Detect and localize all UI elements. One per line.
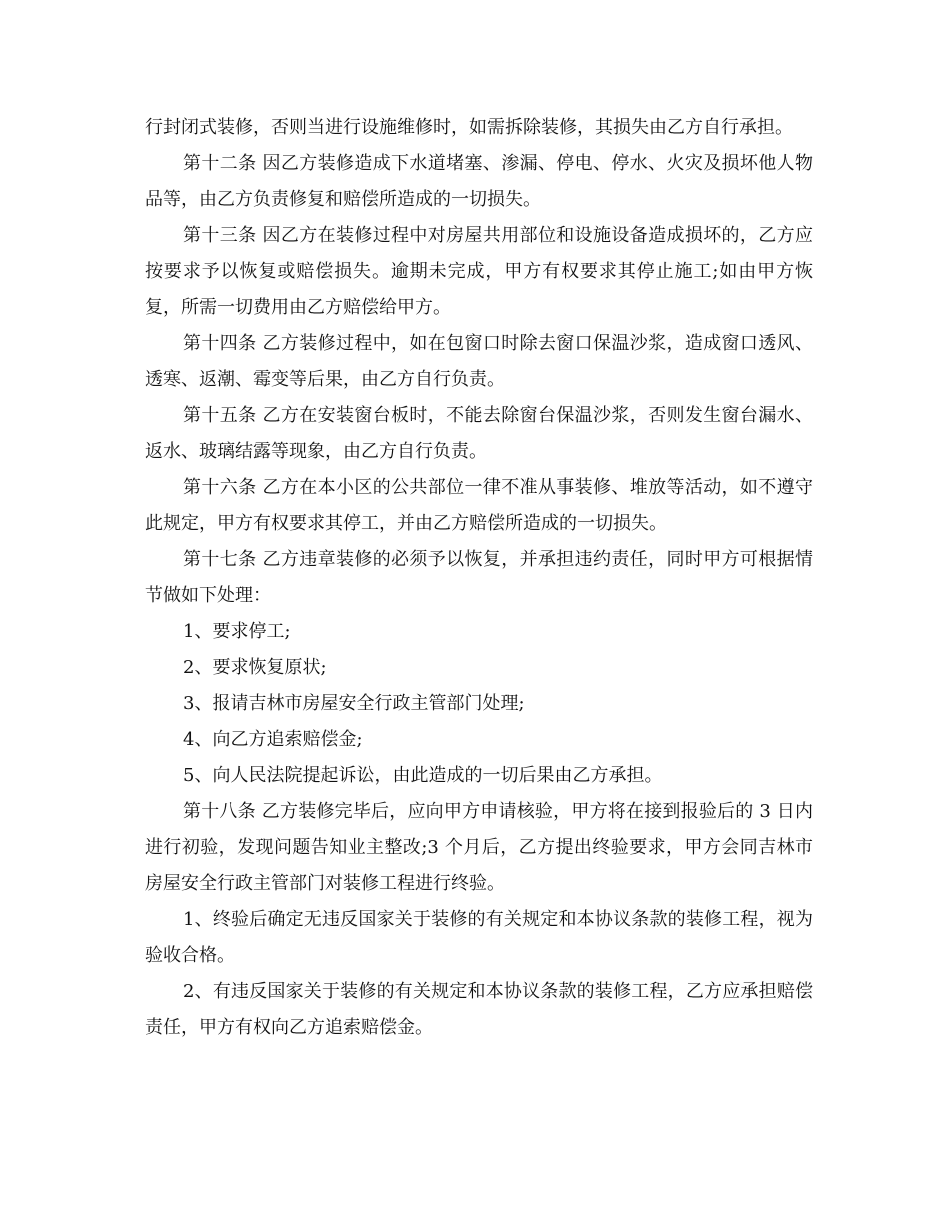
list-item-restore: 2、要求恢复原状; <box>183 657 327 678</box>
paragraph-article-16: 第十六条 乙方在本小区的公共部位一律不准从事装修、堆放等活动，如不遵守此规定，甲方有权要求其停工，并由乙方赔偿所造成的一切损失。 <box>145 477 813 534</box>
paragraph-article-18: 第十八条 乙方装修完毕后，应向甲方申请核验，甲方将在接到报验后的 3 日内进行初验，发现问题告知业主整改;3 个月后，乙方提出终验要求，甲方会同吉林市房屋安全行政主管部门对装修工程进行终验。 <box>145 801 813 894</box>
list-item-acceptance: 1、终验后确定无违反国家关于装修的有关规定和本协议条款的装修工程，视为验收合格。 <box>145 909 813 966</box>
list-item-compensation: 4、向乙方追索赔偿金; <box>183 729 363 750</box>
paragraph-article-17: 第十七条 乙方违章装修的必须予以恢复，并承担违约责任，同时甲方可根据情节做如下处理： <box>145 549 813 606</box>
paragraph-article-14: 第十四条 乙方装修过程中，如在包窗口时除去窗口保温沙浆，造成窗口透风、透寒、返潮、霉变等后果，由乙方自行负责。 <box>145 333 813 390</box>
document-body <box>145 110 813 1046</box>
paragraph-continuation: 行封闭式装修，否则当进行设施维修时，如需拆除装修，其损失由乙方自行承担。 <box>145 117 793 138</box>
list-item-liability: 2、有违反国家关于装修的有关规定和本协议条款的装修工程，乙方应承担赔偿责任，甲方有权向乙方追索赔偿金。 <box>145 981 813 1038</box>
list-item-stop-work: 1、要求停工; <box>183 621 291 642</box>
list-item-report: 3、报请吉林市房屋安全行政主管部门处理; <box>183 693 525 714</box>
paragraph-article-15: 第十五条 乙方在安装窗台板时，不能去除窗台保温沙浆，否则发生窗台漏水、返水、玻璃结露等现象，由乙方自行负责。 <box>145 405 813 462</box>
list-item-lawsuit: 5、向人民法院提起诉讼，由此造成的一切后果由乙方承担。 <box>183 765 663 786</box>
paragraph-article-12: 第十二条 因乙方装修造成下水道堵塞、渗漏、停电、停水、火灾及损坏他人物品等，由乙方负责修复和赔偿所造成的一切损失。 <box>145 153 813 210</box>
paragraph-article-13: 第十三条 因乙方在装修过程中对房屋共用部位和设施设备造成损坏的，乙方应按要求予以恢复或赔偿损失。逾期未完成，甲方有权要求其停止施工;如由甲方恢复，所需一切费用由乙方赔偿给甲方。 <box>145 225 813 318</box>
